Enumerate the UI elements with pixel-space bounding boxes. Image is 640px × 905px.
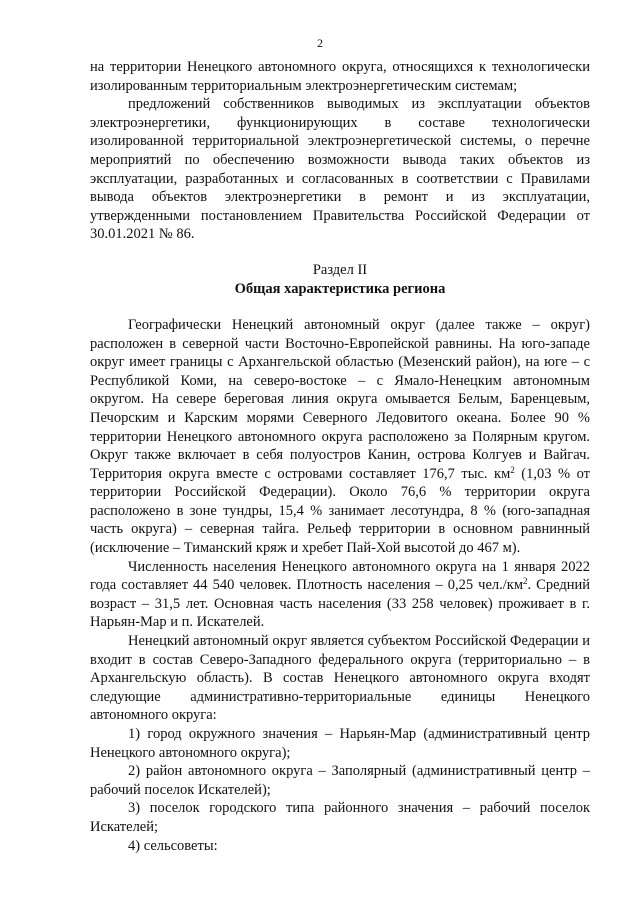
paragraph-geography [90,316,590,558]
section-title: Общая характеристика региона [234,280,446,297]
paragraph-administrative: Ненецкий автономный округ является субъектом Российской Федерации и входит в состав Северо-Западного федерального округа (территориально – в Архангельскую область). В состав Ненецкого автономного округа входят следующие административно-территориальные единицы Ненецкого автономного округа: [90,633,590,724]
geography-text-part-2: (1,03 % от территории Российской Федерации). Около 76,6 % территории округа расположено в зоне тундры, 15,4 % занимает лесотундра, 8 % (юго-западная часть округа) – северная тайга. Рельеф территории в основном равнинный (исключение – Тиманский кряж и хребет Пай-Хой высотой до 467 м). [90,465,590,557]
section-number: Раздел II [312,261,368,278]
section-heading [90,261,590,299]
list-item: 3) поселок городского типа районного значения – рабочий поселок Искателей; [90,800,590,835]
document-body [90,58,590,855]
superscript-square: 2 [510,464,515,475]
list-item: 4) сельсоветы: [128,837,218,854]
list-item: 2) район автономного округа – Заполярный (административный центр – рабочий поселок Искателей); [90,763,590,798]
paragraph-population [90,558,590,632]
list-item: 1) город окружного значения – Нарьян-Мар (административный центр Ненецкого автономного округа); [90,726,590,761]
population-text-part-2: . Средний возраст – 31,5 лет. Основная часть населения (33 258 человек) проживает в г. Нарьян-Мар и п. Искателей. [90,577,590,631]
population-text-part-1: Численность населения Ненецкого автономного округа на 1 января 2022 года составляет 44 540 человек. Плотность населения – 0,25 чел./км [90,558,590,594]
page-number: 2 [317,36,323,50]
superscript-square-density: 2 [523,576,528,587]
paragraph-owner-proposals: предложений собственников выводимых из эксплуатации объектов электроэнергетики, функционирующих в составе технологически изолированной территориальной электроэнергетической системы, о перечне мероприятий по обеспечению возможности вывода таких объектов из эксплуатации, разработанных и согласованных в соответствии с Правилами вывода объектов электроэнергетики в ремонт и из эксплуатации, утвержденными постановлением Правительства Российской Федерации от 30.01.2021 № 86. [90,96,590,243]
paragraph-territory-continuation: на территории Ненецкого автономного округа, относящихся к технологически изолированным территориальным электроэнергетическим системам; [90,59,590,94]
geography-text-part-1: Географически Ненецкий автономный округ (далее также – округ) расположен в северной части Восточно-Европейской равнины. На юго-западе округ имеет границы с Архангельской областью (Мезенский район), на юге – с Республикой Коми, на северо-востоке – с Ямало-Ненецким автономным округом. На севере береговая линия округа омывается Белым, Баренцевым, Печорским и Карским морями Северного Ледовитого океана. Более 90 % территории Ненецкого автономного округа расположено за Полярным кругом. Округ также включает в себя полуостров Канин, острова Колгуев и Вайгач. Территория округа вместе с островами составляет 176,7 тыс. км [90,316,590,482]
